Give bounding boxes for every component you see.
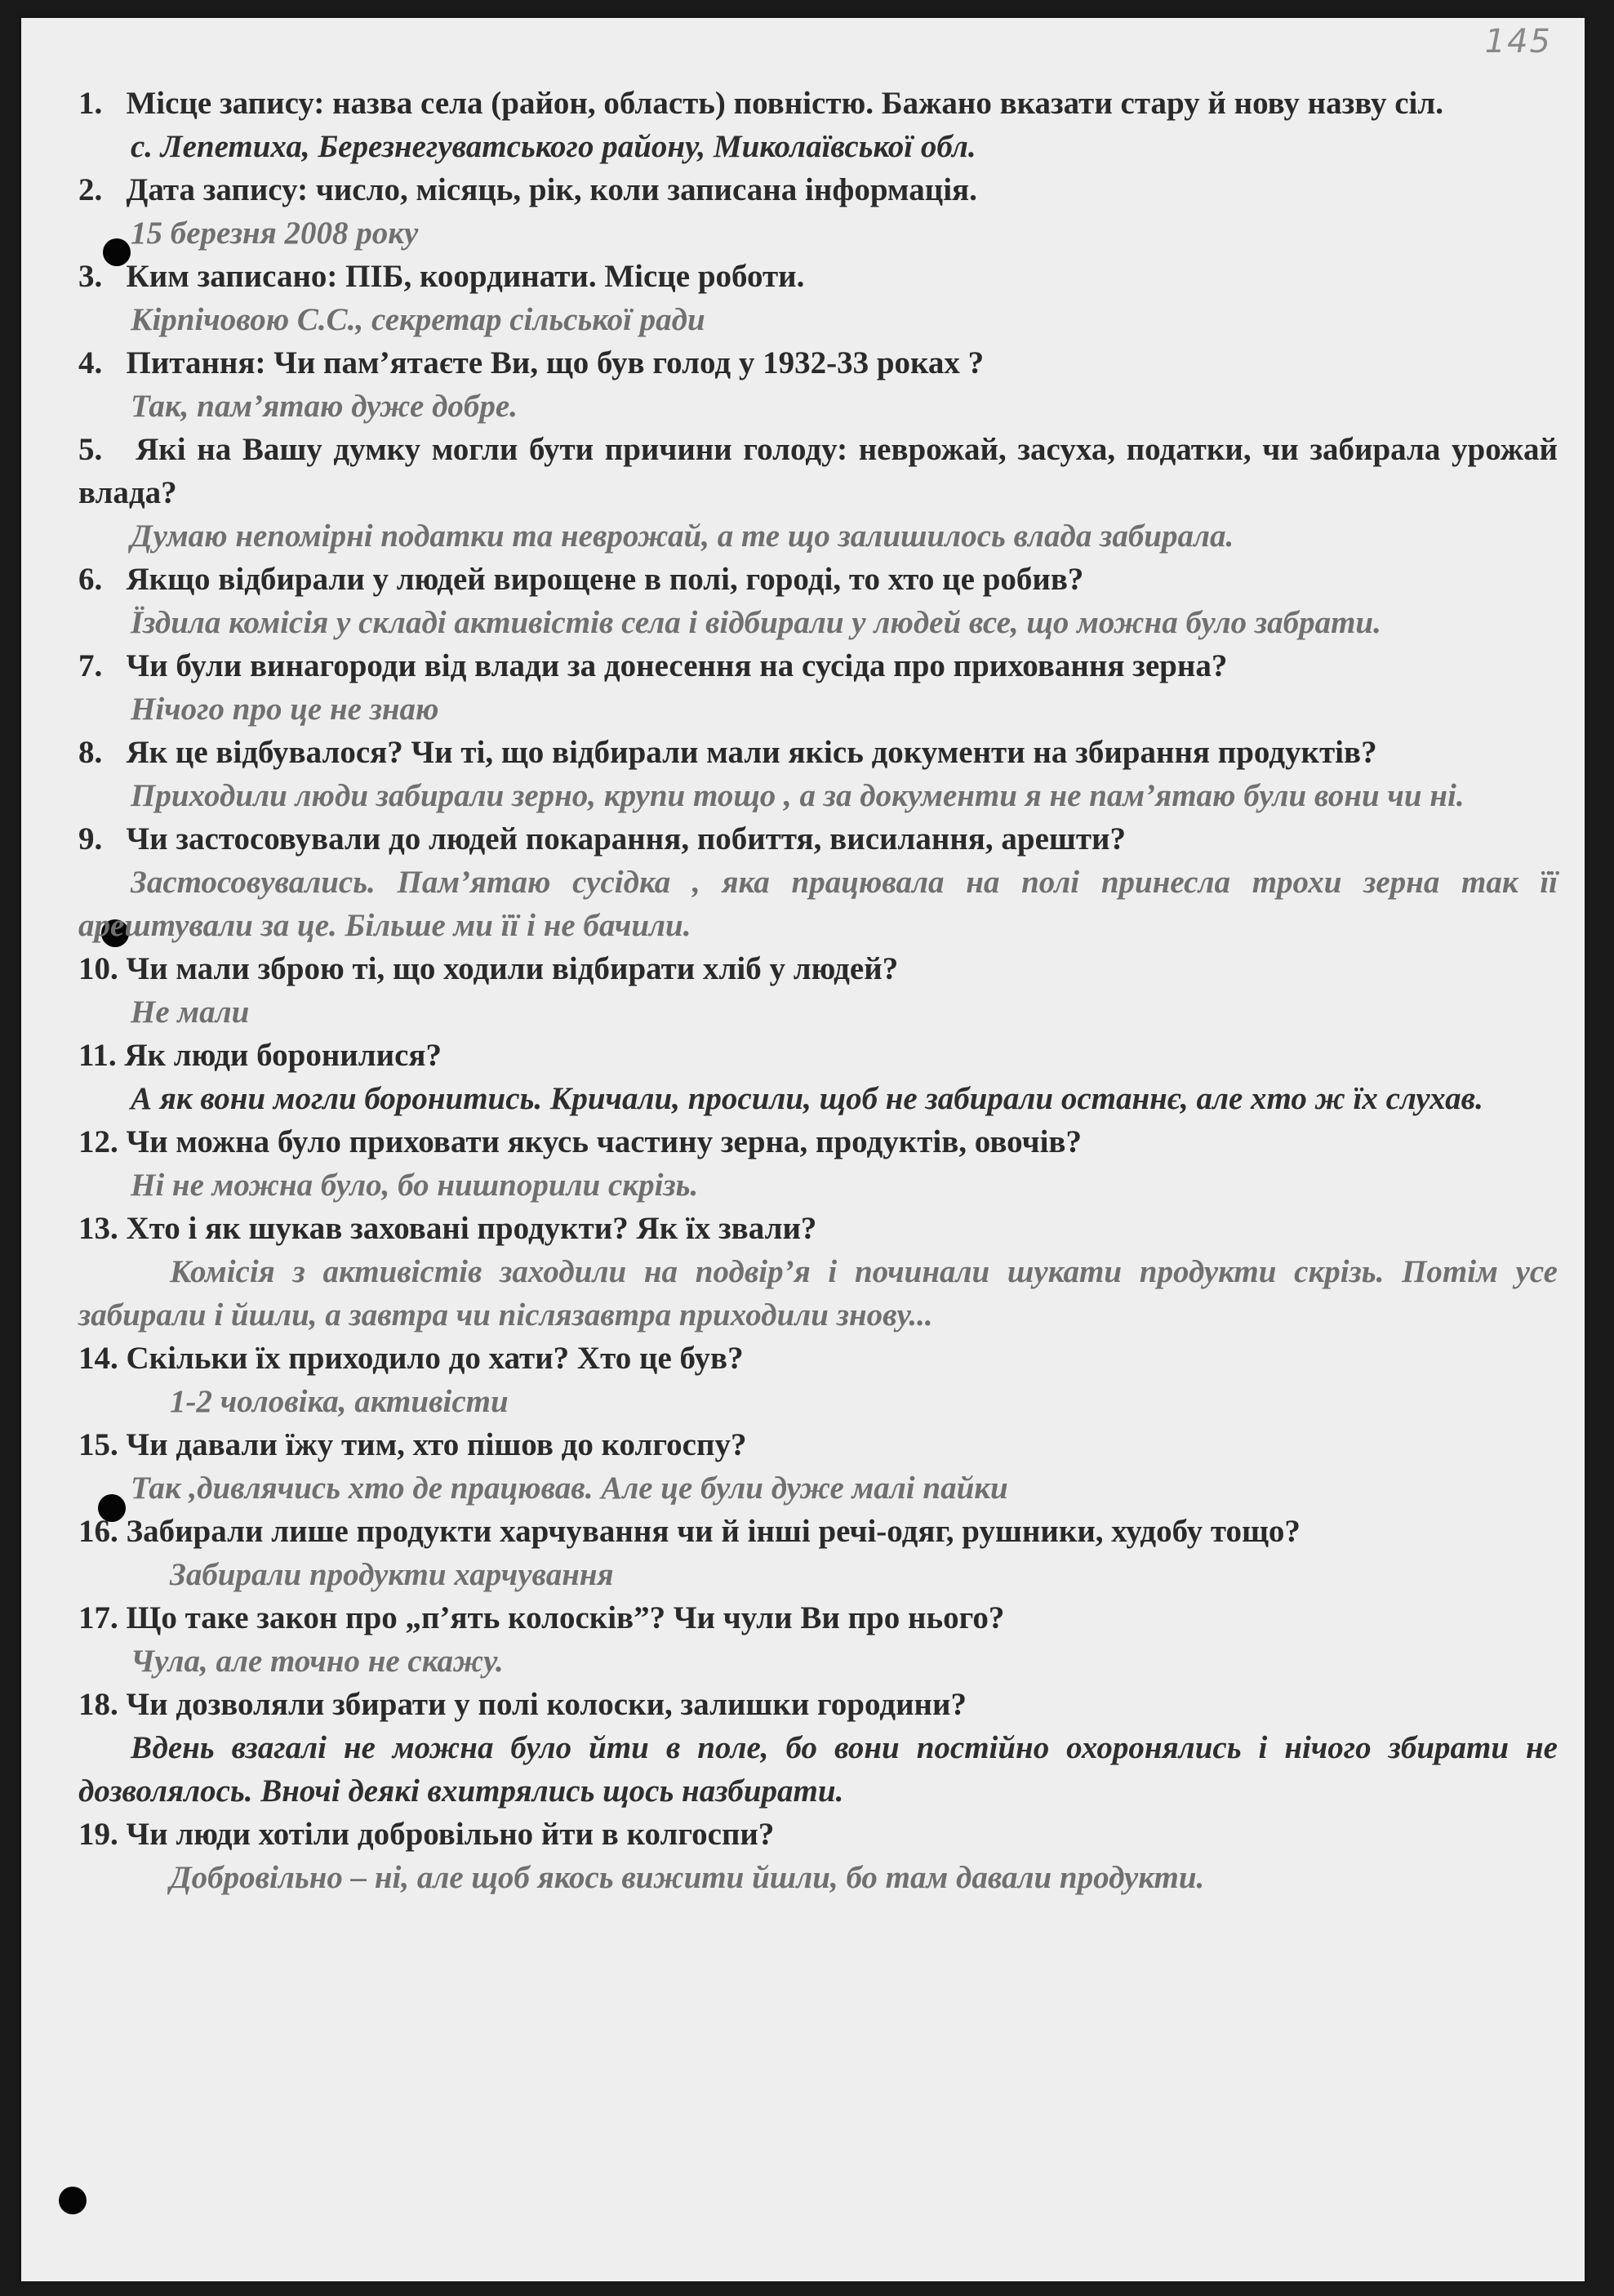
answer: Так ,дивлячись хто де працював. Але це були дуже малі пайки <box>131 1471 1008 1506</box>
question: 11. Як люди боронилися? <box>78 1038 442 1073</box>
question: 7. Чи були винагороди від влади за донесення на сусіда про приховання зерна? <box>78 648 1228 683</box>
answer: 1-2 чоловіка, активісти <box>170 1384 509 1419</box>
question: 1. Місце запису: назва села (район, область) повністю. Бажано вказати стару й нову назву сіл. <box>78 86 1444 121</box>
answer: Приходили люди забирали зерно, крупи тощо , а за документи я не пам’ятаю були вони чи ні. <box>131 778 1465 813</box>
qa-item-16 <box>78 1510 1558 1596</box>
answer: Забирали продукти харчування <box>170 1557 614 1592</box>
answer: Вдень взагалі не можна було йти в поле, бо вони постійно охоронялись і нічого збирати не дозволялось. Вночі деякі вхитрялись щось назбирати. <box>78 1730 1558 1809</box>
questionnaire <box>78 82 1558 1899</box>
qa-item-8 <box>78 731 1558 817</box>
answer: А як вони могли боронитись. Кричали, просили, щоб не забирали останнє, але хто ж їх слухав. <box>131 1081 1483 1116</box>
qa-item-2 <box>78 168 1558 255</box>
question: 16. Забирали лише продукти харчування чи й інші речі-одяг, рушники, худобу тощо? <box>78 1514 1301 1549</box>
qa-item-3 <box>78 255 1558 341</box>
question: 14. Скільки їх приходило до хати? Хто це був? <box>78 1341 744 1376</box>
answer: Нічого про це не знаю <box>131 692 439 727</box>
question: 6. Якщо відбирали у людей вирощене в полі, городі, то хто це робив? <box>78 562 1084 597</box>
answer: Так, пам’ятаю дуже добре. <box>131 389 518 424</box>
question: 12. Чи можна було приховати якусь частину зерна, продуктів, овочів? <box>78 1124 1082 1159</box>
qa-item-15 <box>78 1423 1558 1510</box>
question: 4. Питання: Чи пам’ятаєте Ви, що був голод у 1932-33 роках ? <box>78 345 985 380</box>
question: 13. Хто і як шукав заховані продукти? Як їх звали? <box>78 1211 817 1246</box>
qa-item-6 <box>78 558 1558 644</box>
punch-hole <box>59 2187 87 2214</box>
qa-item-7 <box>78 644 1558 731</box>
qa-item-5 <box>78 428 1558 558</box>
answer: Чула, але точно не скажу. <box>131 1644 504 1679</box>
question: 2. Дата запису: число, місяць, рік, коли записана інформація. <box>78 172 977 207</box>
answer: с. Лепетиха, Березнегуватського району, Миколаївської обл. <box>131 129 976 164</box>
qa-item-4 <box>78 341 1558 428</box>
question: 17. Що таке закон про „п’ять колосків”? Чи чули Ви про нього? <box>78 1600 1005 1635</box>
document-page <box>21 18 1585 2281</box>
qa-item-9 <box>78 817 1558 947</box>
answer: Не мали <box>131 994 250 1030</box>
qa-item-17 <box>78 1596 1558 1683</box>
question: 3. Ким записано: ПІБ, координати. Місце роботи. <box>78 259 805 294</box>
answer: Кірпічовою С.С., секретар сільської ради <box>131 302 705 337</box>
qa-item-14 <box>78 1337 1558 1423</box>
qa-item-12 <box>78 1120 1558 1207</box>
qa-item-11 <box>78 1034 1558 1120</box>
question: 5. Які на Вашу думку могли бути причини голоду: неврожай, засуха, податки, чи забирала урожай влада? <box>78 432 1558 510</box>
qa-item-1 <box>78 82 1558 168</box>
qa-item-19 <box>78 1813 1558 1899</box>
question: 10. Чи мали зброю ті, що ходили відбирати хліб у людей? <box>78 951 899 986</box>
question: 8. Як це відбувалося? Чи ті, що відбирали мали якісь документи на збирання продуктів? <box>78 735 1377 770</box>
answer: Застосовувались. Пам’ятаю сусідка , яка працювала на полі принесла трохи зерна так її арештували за це. Більше ми її і не бачили. <box>78 865 1558 943</box>
qa-item-18 <box>78 1683 1558 1813</box>
answer: Добровільно – ні, але щоб якось вижити йшли, бо там давали продукти. <box>170 1860 1205 1895</box>
question: 19. Чи люди хотіли добровільно йти в колгоспи? <box>78 1817 775 1852</box>
question: 9. Чи застосовували до людей покарання, побиття, висилання, арешти? <box>78 821 1126 857</box>
qa-item-13 <box>78 1207 1558 1337</box>
answer: Їздила комісія у складі активістів села і відбирали у людей все, що можна було забрати. <box>131 605 1381 640</box>
answer: Думаю непомірні податки та неврожай, а те що залишилось влада забирала. <box>131 518 1234 554</box>
answer: 15 березня 2008 року <box>131 216 419 251</box>
qa-item-10 <box>78 947 1558 1034</box>
question: 18. Чи дозволяли збирати у полі колоски, залишки городини? <box>78 1687 967 1722</box>
question: 15. Чи давали їжу тим, хто пішов до колгоспу? <box>78 1427 747 1462</box>
answer: Комісія з активістів заходили на подвір’я і починали шукати продукти скрізь. Потім усе забирали і йшли, а завтра чи післязавтра приходили знову... <box>78 1254 1558 1333</box>
answer: Ні не можна було, бо нишпорили скрізь. <box>131 1168 699 1203</box>
page-number: 145 <box>1484 23 1552 60</box>
